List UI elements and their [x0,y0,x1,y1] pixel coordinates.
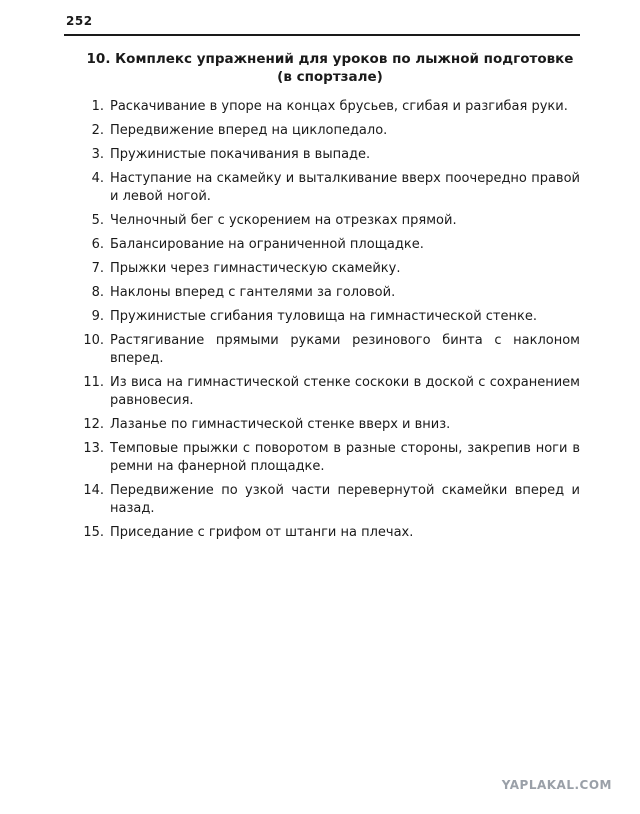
list-item [60,332,580,368]
item-number: 14. [83,483,104,498]
item-text: Растягивание прямыми руками резинового бинта с наклоном вперед. [110,333,580,366]
list-item [60,146,580,164]
item-number: 6. [91,237,104,252]
page-number: 252 [66,14,93,28]
list-item [60,236,580,254]
section-title-line-1: 10. Комплекс упражнений для уроков по лыжной подготовке [86,51,574,67]
item-text: Пружинистые покачивания в выпаде. [110,147,371,162]
list-item [60,122,580,140]
list-item [60,440,580,476]
list-item [60,524,580,542]
list-item [60,416,580,434]
item-number: 15. [83,525,104,540]
item-text: Челночный бег с ускорением на отрезках прямой. [110,213,457,228]
item-text: Темповые прыжки с поворотом в разные стороны, закрепив ноги в ремни на фанерной площадке. [110,441,580,474]
item-number: 10. [83,333,104,348]
item-number: 5. [91,213,104,228]
list-item [60,170,580,206]
section-title-line-2: (в спортзале) [277,69,383,85]
item-text: Наступание на скамейку и выталкивание вверх поочередно правой и левой ногой. [110,171,580,204]
item-number: 2. [91,123,104,138]
item-text: Балансирование на ограниченной площадке. [110,237,424,252]
watermark: YAPLAKAL.COM [501,778,612,792]
item-number: 7. [91,261,104,276]
item-text: Приседание с грифом от штанги на плечах. [110,525,414,540]
list-item [60,374,580,410]
item-text: Из виса на гимнастической стенке соскоки в доской с сохранением равновесия. [110,375,580,408]
list-item [60,98,580,116]
item-text: Прыжки через гимнастическую скамейку. [110,261,401,276]
item-number: 11. [83,375,104,390]
item-number: 9. [91,309,104,324]
item-text: Передвижение по узкой части перевернутой скамейки вперед и назад. [110,483,580,516]
section-title [80,50,580,86]
item-number: 1. [91,99,104,114]
header-rule [64,34,580,36]
item-text: Пружинистые сгибания туловища на гимнастической стенке. [110,309,537,324]
list-item [60,284,580,302]
item-text: Передвижение вперед на циклопедало. [110,123,388,138]
list-item [60,212,580,230]
list-item [60,260,580,278]
item-number: 4. [91,171,104,186]
item-number: 12. [83,417,104,432]
list-item [60,308,580,326]
item-text: Наклоны вперед с гантелями за головой. [110,285,396,300]
item-text: Раскачивание в упоре на концах брусьев, сгибая и разгибая руки. [110,99,568,114]
exercise-list [60,98,580,548]
list-item [60,482,580,518]
item-number: 8. [91,285,104,300]
item-text: Лазанье по гимнастической стенке вверх и вниз. [110,417,451,432]
item-number: 3. [91,147,104,162]
item-number: 13. [83,441,104,456]
